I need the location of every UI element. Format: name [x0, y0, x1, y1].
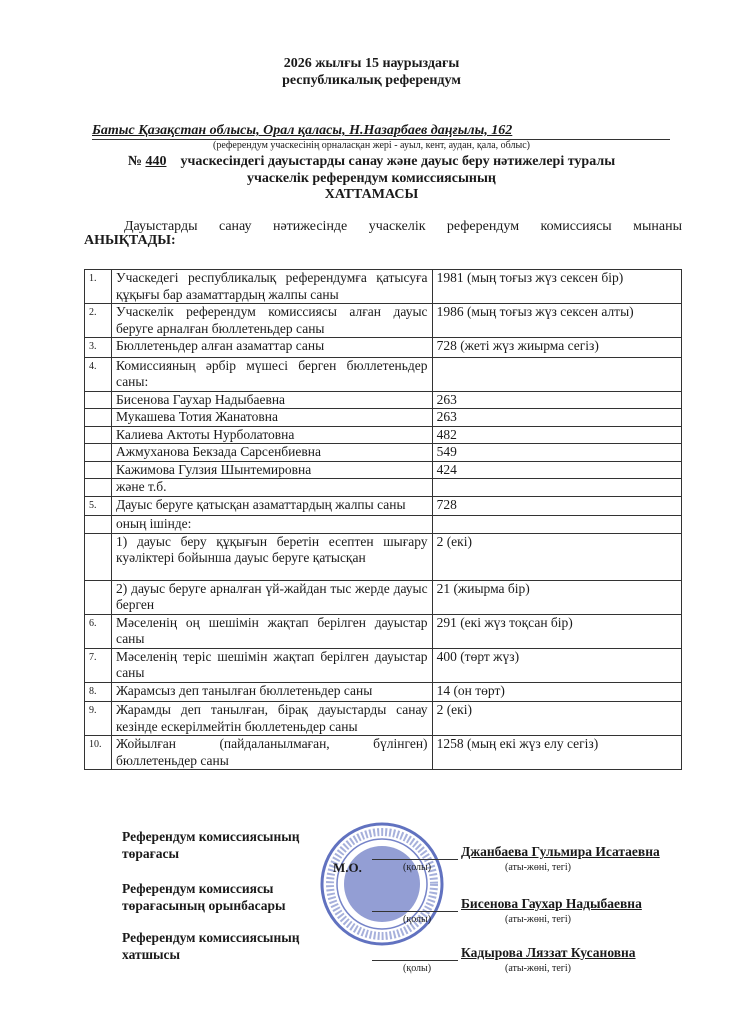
name-caption: (аты-жөні, тегі) — [505, 914, 571, 925]
row-description: Жарамсыз деп танылған бюллетеньдер саны — [112, 682, 433, 702]
signatory-name: Кадырова Ляззат Кусановна — [461, 945, 636, 960]
table-row — [85, 614, 682, 648]
row-number — [85, 516, 112, 534]
row-value: 549 — [432, 444, 681, 462]
precinct-location: Батыс Қазақстан облысы, Орал қаласы, Н.Назарбаев даңғылы, 162 — [92, 123, 513, 138]
row-value: 291 (екі жүз тоқсан бір) — [432, 614, 681, 648]
row-number — [85, 580, 112, 614]
row-number: 8. — [85, 682, 112, 702]
signature-line — [372, 911, 458, 912]
signature-line — [372, 960, 458, 961]
row-value: 21 (жиырма бір) — [432, 580, 681, 614]
intro-text: Дауыстарды санау нәтижесінде учаскелік референдум комиссиясы мынаны — [124, 219, 682, 234]
row-value — [432, 357, 681, 391]
stamp-label: М.О. — [333, 860, 362, 875]
signatory-name: Джанбаева Гульмира Исатаевна — [461, 844, 660, 859]
row-description: Учаскелік референдум комиссиясы алған дауыс беруге арналған бюллетеньдер саны — [112, 304, 433, 338]
row-number — [85, 479, 112, 497]
signatory-role — [122, 929, 300, 963]
row-description: оның ішінде: — [112, 516, 433, 534]
header-date: 2026 жылғы 15 наурыздағы — [283, 56, 460, 71]
row-number: 6. — [85, 614, 112, 648]
row-value: 2 (екі) — [432, 702, 681, 736]
table-row — [85, 682, 682, 702]
row-description: 1) дауыс беру құқығын беретін есептен шығару куәліктері бойынша дауыс беруге қатысқан — [112, 533, 433, 580]
signatory-role — [122, 828, 300, 862]
table-row — [85, 270, 682, 304]
role-line: төрағасы — [122, 846, 180, 861]
row-number: 5. — [85, 496, 112, 516]
row-description: Бюллетеньдер алған азаматтар саны — [112, 338, 433, 358]
table-row — [85, 444, 682, 462]
row-number — [85, 461, 112, 479]
role-line: Референдум комиссиясының — [122, 930, 300, 945]
table-row — [85, 736, 682, 770]
row-value: 728 — [432, 496, 681, 516]
row-number: 9. — [85, 702, 112, 736]
table-row — [85, 409, 682, 427]
precinct-number: 440 — [145, 154, 167, 169]
signatory-role — [122, 880, 286, 914]
row-description: Мәселенің оң шешімін жақтап берілген дауыстар саны — [112, 614, 433, 648]
table-row — [85, 516, 682, 534]
row-number: 1. — [85, 270, 112, 304]
protocol-title-line1 — [0, 153, 743, 170]
table-row — [85, 533, 682, 580]
row-number: 10. — [85, 736, 112, 770]
row-description: және т.б. — [112, 479, 433, 497]
table-row — [85, 479, 682, 497]
table-row — [85, 702, 682, 736]
row-number: 4. — [85, 357, 112, 391]
signature-line — [372, 859, 458, 860]
table-row — [85, 461, 682, 479]
role-line: хатшысы — [122, 947, 181, 962]
protocol-title-line2: учаскелік референдум комиссиясының — [247, 171, 496, 186]
role-line: төрағасының орынбасары — [122, 898, 286, 913]
table-row — [85, 357, 682, 391]
row-value: 728 (жеті жүз жиырма сегіз) — [432, 338, 681, 358]
row-number: 7. — [85, 648, 112, 682]
row-value: 263 — [432, 409, 681, 427]
row-description: Учаскедегі республикалық референдумға қатысуға құқығы бар азаматтардың жалпы саны — [112, 270, 433, 304]
table-row — [85, 304, 682, 338]
row-description: Жойылған (пайдаланылмаған, бүлінген) бюллетеньдер саны — [112, 736, 433, 770]
intro-determined: АНЫҚТАДЫ: — [84, 233, 176, 248]
signature-caption: (қолы) — [403, 914, 432, 925]
row-value: 482 — [432, 426, 681, 444]
number-sign: № — [127, 154, 142, 169]
title-text: учаскесіндегі дауыстарды санау және дауыс беру нәтижелері туралы — [180, 154, 616, 169]
role-line: Референдум комиссиясы — [122, 881, 274, 896]
role-line: Референдум комиссиясының — [122, 829, 300, 844]
signature-caption: (қолы) — [403, 963, 432, 974]
row-value: 1986 (мың тоғыз жүз сексен алты) — [432, 304, 681, 338]
row-description: Бисенова Гаухар Надыбаевна — [112, 391, 433, 409]
table-row — [85, 580, 682, 614]
row-description: Калиева Актоты Нурболатовна — [112, 426, 433, 444]
name-caption: (аты-жөні, тегі) — [505, 862, 571, 873]
name-caption: (аты-жөні, тегі) — [505, 963, 571, 974]
row-description: Ажмуханова Бекзада Сарсенбиевна — [112, 444, 433, 462]
row-number — [85, 391, 112, 409]
row-number: 3. — [85, 338, 112, 358]
row-description: 2) дауыс беруге арналған үй-жайдан тыс жерде дауыс берген — [112, 580, 433, 614]
row-description: Мукашева Тотия Жанатовна — [112, 409, 433, 427]
row-value: 263 — [432, 391, 681, 409]
row-description: Кажимова Гулзия Шынтемировна — [112, 461, 433, 479]
row-value: 2 (екі) — [432, 533, 681, 580]
protocol-title-line3: ХАТТАМАСЫ — [324, 187, 419, 202]
row-value — [432, 516, 681, 534]
row-value: 1258 (мың екі жүз елу сегіз) — [432, 736, 681, 770]
table-row — [85, 426, 682, 444]
row-number — [85, 409, 112, 427]
results-table — [84, 269, 682, 770]
header-referendum: республикалық референдум — [282, 73, 461, 88]
signatory-name: Бисенова Гаухар Надыбаевна — [461, 896, 642, 911]
row-description: Комиссияның әрбір мүшесі берген бюллетеньдер саны: — [112, 357, 433, 391]
row-number — [85, 444, 112, 462]
row-number: 2. — [85, 304, 112, 338]
row-description: Жарамды деп танылған, бірақ дауыстарды санау кезінде ескерілмейтін бюллетеньдер саны — [112, 702, 433, 736]
official-stamp — [318, 820, 446, 948]
table-row — [85, 648, 682, 682]
row-number — [85, 533, 112, 580]
signature-caption: (қолы) — [403, 862, 432, 873]
row-value: 400 (төрт жүз) — [432, 648, 681, 682]
row-value: 424 — [432, 461, 681, 479]
table-row — [85, 338, 682, 358]
row-value: 14 (он төрт) — [432, 682, 681, 702]
row-value — [432, 479, 681, 497]
table-row — [85, 496, 682, 516]
location-caption: (референдум учаскесінің орналасқан жері - ауыл, кент, аудан, қала, облыс) — [213, 140, 530, 151]
table-row — [85, 391, 682, 409]
row-description: Дауыс беруге қатысқан азаматтардың жалпы саны — [112, 496, 433, 516]
row-value: 1981 (мың тоғыз жүз сексен бір) — [432, 270, 681, 304]
row-number — [85, 426, 112, 444]
row-description: Мәселенің теріс шешімін жақтап берілген дауыстар саны — [112, 648, 433, 682]
